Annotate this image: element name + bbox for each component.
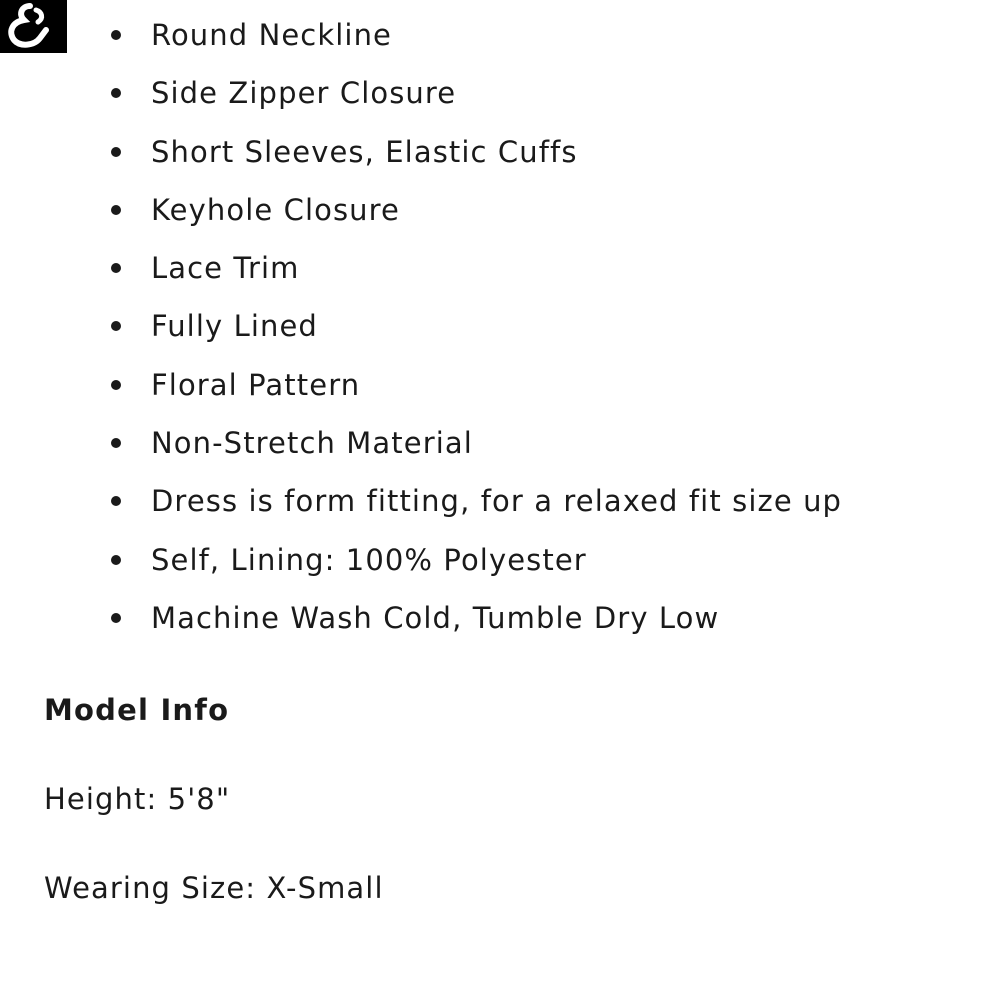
list-item <box>0 6 842 64</box>
model-wearing-size: Wearing Size: X-Small <box>44 871 384 905</box>
list-item <box>0 123 842 181</box>
list-item <box>0 356 842 414</box>
model-height: Height: 5'8" <box>44 782 231 816</box>
list-item <box>0 589 842 647</box>
bullet-icon <box>111 496 121 506</box>
list-item <box>0 64 842 122</box>
feature-text: Short Sleeves, Elastic Cuffs <box>151 134 578 169</box>
bullet-icon <box>111 30 121 40</box>
bullet-icon <box>111 555 121 565</box>
list-item <box>0 414 842 472</box>
bullet-icon <box>111 380 121 390</box>
product-features-list <box>0 6 842 647</box>
feature-text: Lace Trim <box>151 251 300 286</box>
bullet-icon <box>111 147 121 157</box>
list-item <box>0 181 842 239</box>
bullet-icon <box>111 205 121 215</box>
model-info-heading: Model Info <box>44 693 230 727</box>
bullet-icon <box>111 88 121 98</box>
feature-text: Keyhole Closure <box>151 192 400 227</box>
feature-text: Fully Lined <box>151 309 318 344</box>
feature-text: Self, Lining: 100% Polyester <box>151 542 587 577</box>
feature-text: Machine Wash Cold, Tumble Dry Low <box>151 600 720 635</box>
feature-text: Non-Stretch Material <box>151 426 473 461</box>
bullet-icon <box>111 321 121 331</box>
list-item <box>0 472 842 530</box>
feature-text: Floral Pattern <box>151 367 361 402</box>
bullet-icon <box>111 438 121 448</box>
feature-text: Round Neckline <box>151 18 392 52</box>
bullet-icon <box>111 613 121 623</box>
feature-text: Side Zipper Closure <box>151 76 457 111</box>
list-item <box>0 239 842 297</box>
feature-text: Dress is form fitting, for a relaxed fit size up <box>151 484 843 519</box>
list-item <box>0 297 842 355</box>
bullet-icon <box>111 263 121 273</box>
list-item <box>0 531 842 589</box>
